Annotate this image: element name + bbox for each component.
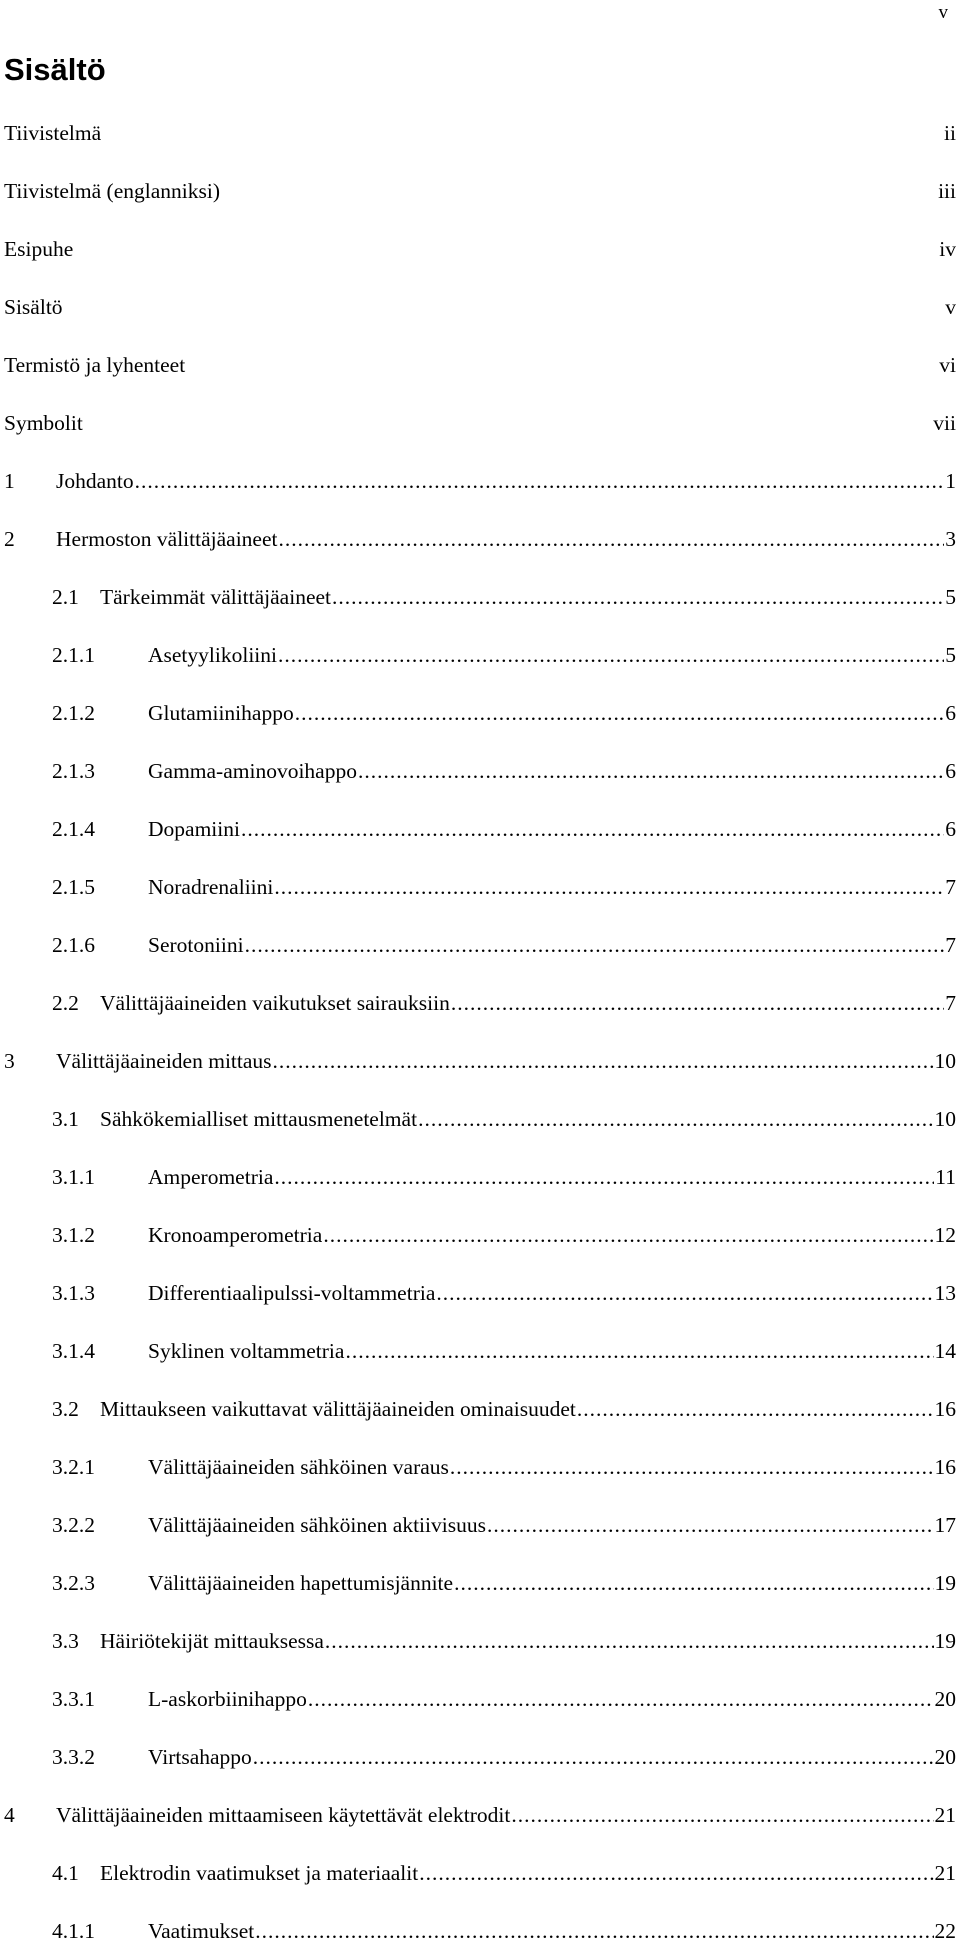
toc-entry-number: 3.2.1 [52, 1455, 95, 1479]
toc-dot-leader [332, 574, 944, 620]
toc-entry-number: 3.2.2 [52, 1513, 95, 1537]
toc-entry-page: iv [939, 237, 956, 261]
toc-entry[interactable] [4, 1734, 956, 1780]
toc-dot-leader [419, 1850, 933, 1896]
toc-entry-page: 14 [934, 1339, 956, 1363]
toc-entry-page: 13 [934, 1281, 956, 1305]
toc-entry-title: Noradrenaliini [148, 875, 274, 899]
toc-entry-page: 20 [934, 1745, 956, 1769]
toc-entry-page: 6 [945, 817, 956, 841]
toc-dot-leader [245, 922, 945, 968]
toc-entry[interactable] [4, 458, 956, 504]
toc-entry[interactable] [4, 1618, 956, 1664]
toc-entry-number: 2.1.5 [52, 875, 95, 899]
toc-entry[interactable] [4, 690, 956, 736]
toc-entry-number: 3.1.1 [52, 1165, 95, 1189]
toc-entry[interactable] [4, 1096, 956, 1142]
toc-entry-page: 7 [945, 991, 956, 1015]
toc-entry[interactable] [4, 110, 956, 156]
toc-entry-number: 2.1.3 [52, 759, 95, 783]
toc-entry-title: Vaatimukset [148, 1919, 255, 1943]
page-title: Sisältö [4, 52, 106, 87]
toc-entry-page: 19 [934, 1571, 956, 1595]
toc-entry-page: 7 [945, 933, 956, 957]
toc-entry-page: 21 [934, 1861, 956, 1885]
toc-entry-page: 12 [934, 1223, 956, 1247]
toc-entry-title: Glutamiinihappo [148, 701, 294, 725]
toc-entry-number: 2.2 [52, 991, 79, 1015]
toc-entry[interactable] [4, 1560, 956, 1606]
toc-entry-page: vii [933, 411, 956, 435]
toc-entry[interactable] [4, 400, 956, 446]
toc-entry-title: Esipuhe [4, 237, 74, 261]
toc-entry-title: Välittäjäaineiden mittaus [56, 1049, 272, 1073]
toc-entry[interactable] [4, 1038, 956, 1084]
toc-entry[interactable] [4, 226, 956, 272]
toc-entry-page: ii [944, 121, 956, 145]
toc-entry-title: Välittäjäaineiden sähköinen aktiivisuus [148, 1513, 486, 1537]
toc-dot-leader [418, 1096, 933, 1142]
toc-entry-page: v [945, 295, 956, 319]
toc-dot-leader [325, 1618, 934, 1664]
toc-dot-leader [241, 806, 944, 852]
toc-entry[interactable] [4, 1328, 956, 1374]
toc-entry-page: 10 [934, 1107, 956, 1131]
toc-entry-title: Mittaukseen vaikuttavat välittäjäaineiden ominaisuudet [100, 1397, 576, 1421]
toc-entry[interactable] [4, 864, 956, 910]
toc-entry[interactable] [4, 1212, 956, 1258]
toc-dot-leader [279, 516, 945, 562]
toc-entry-page: 16 [934, 1455, 956, 1479]
toc-entry-number: 3 [4, 1049, 15, 1073]
toc-entry-title: Johdanto [56, 469, 134, 493]
toc-dot-leader [274, 1154, 934, 1200]
toc-entry-number: 3.3 [52, 1629, 79, 1653]
toc-dot-leader [345, 1328, 933, 1374]
toc-entry-number: 2.1.6 [52, 933, 95, 957]
toc-entry-page: 6 [945, 701, 956, 725]
toc-entry-page: 17 [934, 1513, 956, 1537]
toc-dot-leader [135, 458, 945, 504]
toc-entry-number: 4.1 [52, 1861, 79, 1885]
toc-dot-leader [358, 748, 944, 794]
toc-entry-page: 11 [935, 1165, 956, 1189]
toc-entry[interactable] [4, 342, 956, 388]
toc-entry[interactable] [4, 806, 956, 852]
toc-entry-number: 3.1.2 [52, 1223, 95, 1247]
toc-entry-page: 7 [945, 875, 956, 899]
toc-entry-number: 2.1 [52, 585, 79, 609]
toc-entry[interactable] [4, 1386, 956, 1432]
toc-entry-number: 3.3.1 [52, 1687, 95, 1711]
toc-entry-title: Tiivistelmä (englanniksi) [4, 179, 220, 203]
toc-entry[interactable] [4, 574, 956, 620]
toc-entry-page: 10 [934, 1049, 956, 1073]
toc-dot-leader [295, 690, 945, 736]
toc-dot-leader [577, 1386, 934, 1432]
toc-dot-leader [308, 1676, 934, 1722]
toc-entry-title: Välittäjäaineiden mittaamiseen käytettävät elektrodit [56, 1803, 511, 1827]
toc-entry[interactable] [4, 1270, 956, 1316]
toc-entry-page: 22 [934, 1919, 956, 1943]
toc-dot-leader [278, 632, 944, 678]
toc-entry-title: Asetyylikoliini [148, 643, 277, 667]
toc-entry-title: L-askorbiinihappo [148, 1687, 307, 1711]
toc-entry-number: 2.1.2 [52, 701, 95, 725]
toc-entry[interactable] [4, 922, 956, 968]
toc-entry-title: Termistö ja lyhenteet [4, 353, 186, 377]
toc-entry-number: 4 [4, 1803, 15, 1827]
toc-entry-number: 3.3.2 [52, 1745, 95, 1769]
toc-entry[interactable] [4, 1792, 956, 1838]
toc-entry-number: 1 [4, 469, 15, 493]
toc-entry[interactable] [4, 1154, 956, 1200]
toc-entry-page: iii [938, 179, 956, 203]
toc-entry-number: 4.1.1 [52, 1919, 95, 1943]
toc-dot-leader [323, 1212, 933, 1258]
toc-entry[interactable] [4, 632, 956, 678]
toc-entry[interactable] [4, 748, 956, 794]
toc-entry-page: 6 [945, 759, 956, 783]
toc-entry-number: 3.1.4 [52, 1339, 95, 1363]
toc-entry[interactable] [4, 516, 956, 562]
toc-dot-leader [487, 1502, 934, 1548]
toc-entry-number: 2 [4, 527, 15, 551]
toc-entry-title: Differentiaalipulssi-voltammetria [148, 1281, 436, 1305]
toc-entry-title: Elektrodin vaatimukset ja materiaalit [100, 1861, 419, 1885]
toc-entry-title: Serotoniini [148, 933, 244, 957]
toc-dot-leader [511, 1792, 933, 1838]
toc-entry-number: 3.2.3 [52, 1571, 95, 1595]
toc-dot-leader [436, 1270, 933, 1316]
toc-entry-title: Amperometria [148, 1165, 274, 1189]
toc-entry-title: Kronoamperometria [148, 1223, 323, 1247]
toc-dot-leader [253, 1734, 934, 1780]
toc-entry-number: 2.1.4 [52, 817, 95, 841]
toc-entry-title: Tiivistelmä [4, 121, 102, 145]
toc-entry-title: Gamma-aminovoihappo [148, 759, 357, 783]
toc-entry-title: Syklinen voltammetria [148, 1339, 345, 1363]
toc-dot-leader [255, 1908, 933, 1954]
toc-entry-page: vi [939, 353, 956, 377]
toc-dot-leader [274, 864, 944, 910]
toc-entry[interactable] [4, 1676, 956, 1722]
toc-entry-page: 20 [934, 1687, 956, 1711]
toc-entry-title: Välittäjäaineiden sähköinen varaus [148, 1455, 449, 1479]
page-number: v [938, 2, 948, 23]
toc-entry-title: Välittäjäaineiden vaikutukset sairauksiin [100, 991, 450, 1015]
toc-entry-number: 3.2 [52, 1397, 79, 1421]
toc-entry-page: 21 [934, 1803, 956, 1827]
toc-entry-page: 19 [934, 1629, 956, 1653]
toc-dot-leader [450, 1444, 934, 1490]
toc-entry[interactable] [4, 1444, 956, 1490]
toc-entry-title: Tärkeimmät välittäjäaineet [100, 585, 332, 609]
toc-entry-page: 5 [945, 585, 956, 609]
toc-entry-title: Sähkökemialliset mittausmenetelmät [100, 1107, 418, 1131]
toc-entry-title: Symbolit [4, 411, 83, 435]
toc-entry-title: Sisältö [4, 295, 63, 319]
toc-entry[interactable] [4, 168, 956, 214]
toc-entry-page: 5 [945, 643, 956, 667]
toc-entry[interactable] [4, 1908, 956, 1954]
toc-entry-number: 2.1.1 [52, 643, 95, 667]
toc-entry-number: 3.1.3 [52, 1281, 95, 1305]
toc-entry-page: 16 [934, 1397, 956, 1421]
toc-entry-title: Välittäjäaineiden hapettumisjännite [148, 1571, 454, 1595]
toc-dot-leader [451, 980, 944, 1026]
toc-dot-leader [454, 1560, 933, 1606]
toc-entry[interactable] [4, 1502, 956, 1548]
toc-entry-title: Häiriötekijät mittauksessa [100, 1629, 324, 1653]
toc-entry-number: 3.1 [52, 1107, 79, 1131]
toc-entry-title: Hermoston välittäjäaineet [56, 527, 278, 551]
toc-entry-page: 1 [945, 469, 956, 493]
toc-entry[interactable] [4, 980, 956, 1026]
toc-entry[interactable] [4, 1850, 956, 1896]
toc-entry-title: Virtsahappo [148, 1745, 252, 1769]
toc-entry-title: Dopamiini [148, 817, 240, 841]
toc-entry[interactable] [4, 284, 956, 330]
toc-entry-page: 3 [945, 527, 956, 551]
toc-dot-leader [273, 1038, 934, 1084]
